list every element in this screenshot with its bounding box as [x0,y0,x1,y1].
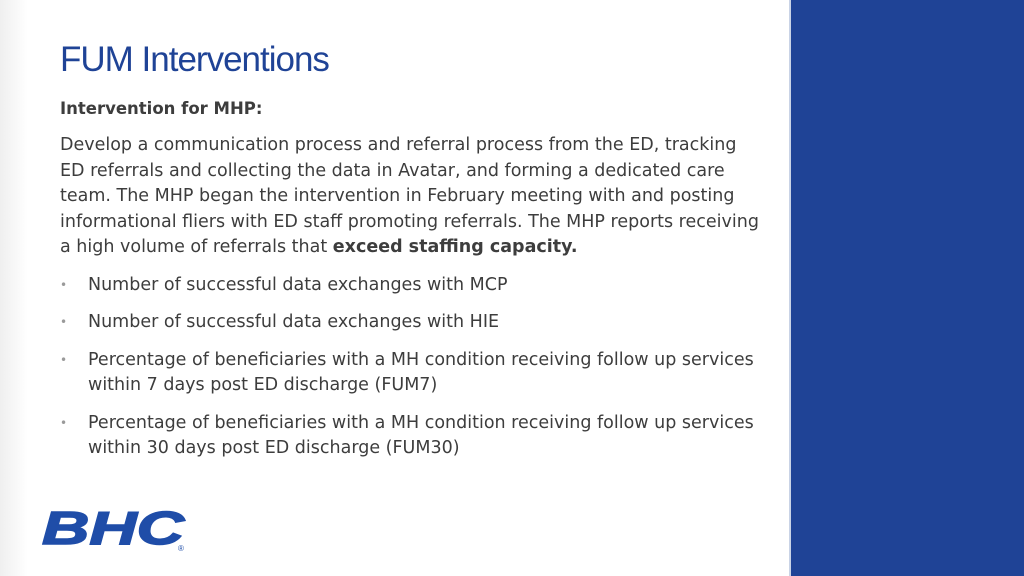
intervention-subheading: Intervention for MHP: [60,99,263,118]
bullet-text: Percentage of beneficiaries with a MH condition receiving follow up services within 30 days post ED discharge (FUM30) [88,412,754,458]
slide-content [60,96,760,474]
list-item [60,310,760,336]
bullet-text: Percentage of beneficiaries with a MH condition receiving follow up services within 7 days post ED discharge (FUM7) [88,349,754,395]
list-item [60,348,760,399]
bullet-icon: • [60,415,68,430]
measures-list [60,273,760,462]
bullet-icon: • [60,352,68,367]
bullet-icon: • [60,277,68,292]
bullet-text: Number of successful data exchanges with MCP [88,274,508,295]
bullet-text: Number of successful data exchanges with HIE [88,312,500,332]
bhc-logo-text: BHC [42,502,186,552]
bullet-icon: • [60,315,68,329]
intervention-description [60,133,760,261]
bhc-logo [40,500,190,552]
side-panel-blue [789,0,1024,576]
description-emphasis: exceed staffing capacity. [332,237,578,257]
registered-mark: ® [178,544,184,552]
slide-title: FUM Interventions [60,40,329,79]
description-text: Develop a communication process and referral process from the ED, tracking ED referrals and collecting the data in Avatar, and forming a dedicated care team. The MHP began the intervention in February meeting with and posting informational fliers with ED staff promoting referrals. The MHP reports receiving a high volume of referrals that [60,135,759,257]
list-item [60,411,760,462]
list-item [60,273,760,299]
